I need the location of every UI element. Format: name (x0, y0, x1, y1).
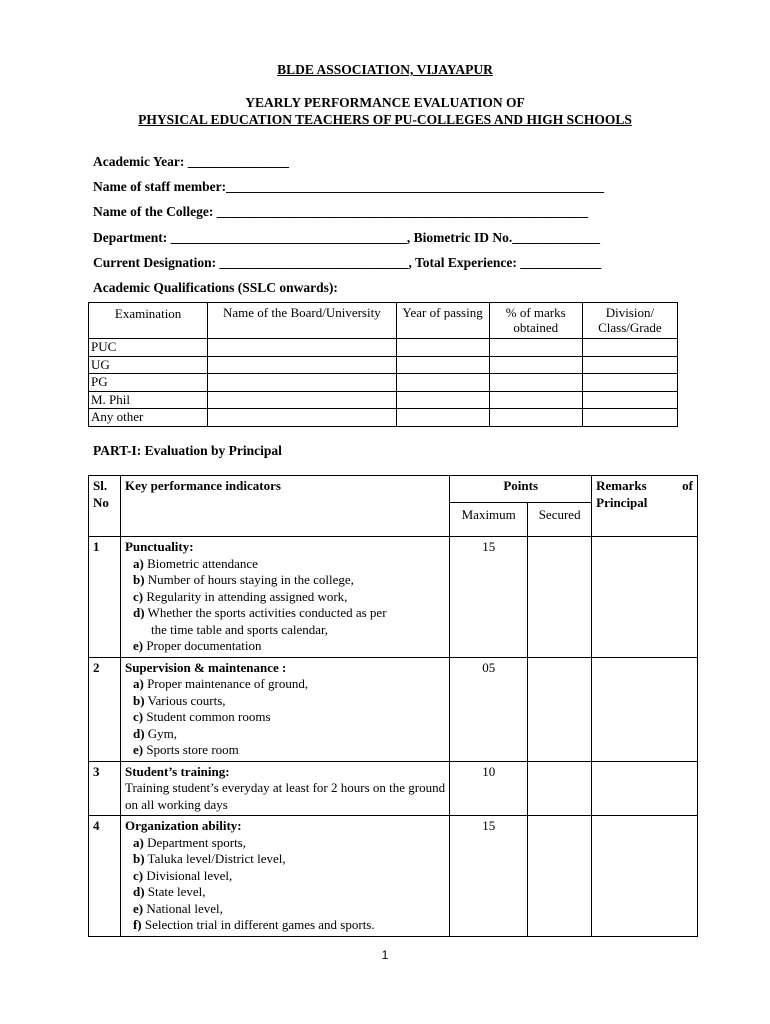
sub-item: a) Proper maintenance of ground, (132, 676, 309, 691)
kpi-row-1 (89, 537, 698, 658)
academic-year-field[interactable]: Academic Year: _______________ (93, 154, 289, 169)
qual-cell[interactable] (582, 409, 677, 427)
max-points: 15 (450, 537, 528, 658)
sub-item: e) Sports store room (132, 742, 239, 757)
department-field[interactable]: Department: ___________________________________, Biometric ID No._____________ (93, 230, 600, 245)
sub-item: b) Various courts, (132, 692, 226, 708)
qual-cell[interactable] (582, 356, 677, 374)
sub-item: d) Gym, (132, 725, 178, 741)
sub-item: c) Regularity in attending assigned work, (132, 588, 348, 604)
max-points: 15 (450, 816, 528, 937)
item-title: Organization ability: (124, 818, 242, 833)
item-number: 2 (89, 657, 121, 761)
qual-row-label: M. Phil (89, 391, 208, 409)
sub-item-continuation: the time table and sports calendar, (150, 621, 329, 637)
item-title: Student’s training: (124, 763, 230, 779)
kpi-row-2 (89, 657, 698, 761)
qual-row-label: Any other (89, 409, 208, 427)
qual-cell[interactable] (396, 409, 489, 427)
sub-item: c) Student common rooms (132, 709, 271, 724)
kpi-header: Key performance indicators (120, 476, 449, 537)
staff-name-field[interactable]: Name of staff member:________________________________________________________ (93, 179, 605, 194)
qualifications-label: Academic Qualifications (SSLC onwards): (93, 280, 338, 295)
qual-row-label: UG (89, 356, 208, 374)
sub-item: f) Selection trial in different games and sports. (132, 917, 375, 932)
secured-points-cell[interactable] (528, 816, 592, 937)
remarks-cell[interactable] (592, 816, 698, 937)
sub-item: c) Divisional level, (132, 867, 233, 883)
sub-item: a) Biometric attendance (132, 555, 258, 571)
qual-cell[interactable] (582, 339, 677, 357)
title-line-1: YEARLY PERFORMANCE EVALUATION OF (245, 95, 525, 110)
kpi-cell (120, 537, 449, 658)
item-number: 4 (89, 816, 121, 937)
remarks-cell[interactable] (592, 657, 698, 761)
secured-points-cell[interactable] (528, 537, 592, 658)
sub-item: d) Whether the sports activities conducted as per (132, 605, 387, 620)
table-row (89, 339, 678, 357)
sub-item: b) Number of hours staying in the college, (132, 572, 354, 587)
kpi-cell (120, 657, 449, 761)
qual-header-examination: Examination (89, 303, 208, 339)
part1-title: PART-I: Evaluation by Principal (93, 443, 282, 458)
qual-row-label: PG (89, 374, 208, 392)
qual-cell[interactable] (396, 339, 489, 357)
maximum-header: Maximum (450, 503, 528, 537)
table-row (89, 391, 678, 409)
points-header: Points (450, 476, 592, 503)
max-points: 05 (450, 657, 528, 761)
max-points: 10 (450, 761, 528, 816)
item-description: Training student’s everyday at least for 2 hours on the ground on all working days (124, 780, 446, 812)
item-title: Supervision & maintenance : (124, 659, 287, 675)
qual-cell[interactable] (489, 409, 582, 427)
qual-cell[interactable] (396, 374, 489, 392)
qual-header-year: Year of passing (396, 303, 489, 339)
sub-item: d) State level, (132, 884, 206, 899)
sub-item: e) National level, (132, 900, 223, 916)
qual-cell[interactable] (208, 339, 396, 357)
table-row (89, 374, 678, 392)
qual-header-division: Division/ Class/Grade (582, 303, 677, 339)
kpi-cell (120, 761, 449, 816)
remarks-cell[interactable] (592, 537, 698, 658)
sub-item: a) Department sports, (132, 834, 246, 850)
qual-cell[interactable] (396, 356, 489, 374)
sub-item: e) Proper documentation (132, 638, 262, 653)
sub-item: b) Taluka level/District level, (132, 851, 286, 866)
qual-cell[interactable] (208, 374, 396, 392)
qual-header-board: Name of the Board/University (208, 303, 396, 339)
qualifications-table (88, 302, 678, 427)
association-name: BLDE ASSOCIATION, VIJAYAPUR (277, 62, 493, 77)
qual-cell[interactable] (208, 391, 396, 409)
kpi-row-3 (89, 761, 698, 816)
qual-cell[interactable] (489, 339, 582, 357)
qual-cell[interactable] (489, 391, 582, 409)
qual-cell[interactable] (489, 374, 582, 392)
table-row (89, 409, 678, 427)
secured-points-cell[interactable] (528, 657, 592, 761)
qual-cell[interactable] (582, 374, 677, 392)
college-name-field[interactable]: Name of the College: _______________________________________________________ (93, 204, 588, 219)
table-row (89, 356, 678, 374)
kpi-cell (120, 816, 449, 937)
secured-header: Secured (528, 503, 592, 537)
sl-no-header: Sl. No (89, 476, 121, 537)
item-number: 3 (89, 761, 121, 816)
qual-row-label: PUC (89, 339, 208, 357)
qual-cell[interactable] (396, 391, 489, 409)
title-line-2: PHYSICAL EDUCATION TEACHERS OF PU-COLLEGES AND HIGH SCHOOLS (138, 112, 632, 127)
item-title: Punctuality: (124, 539, 194, 554)
qual-header-marks: % of marks obtained (489, 303, 582, 339)
page-number: 1 (381, 948, 389, 962)
kpi-row-4 (89, 816, 698, 937)
qual-cell[interactable] (489, 356, 582, 374)
remarks-header: Remarks of Principal (592, 476, 698, 537)
designation-field[interactable]: Current Designation: ____________________________, Total Experience: ____________ (93, 255, 602, 270)
qual-cell[interactable] (208, 409, 396, 427)
secured-points-cell[interactable] (528, 761, 592, 816)
qual-cell[interactable] (208, 356, 396, 374)
remarks-cell[interactable] (592, 761, 698, 816)
qual-cell[interactable] (582, 391, 677, 409)
item-number: 1 (89, 537, 121, 658)
performance-table (88, 475, 698, 937)
